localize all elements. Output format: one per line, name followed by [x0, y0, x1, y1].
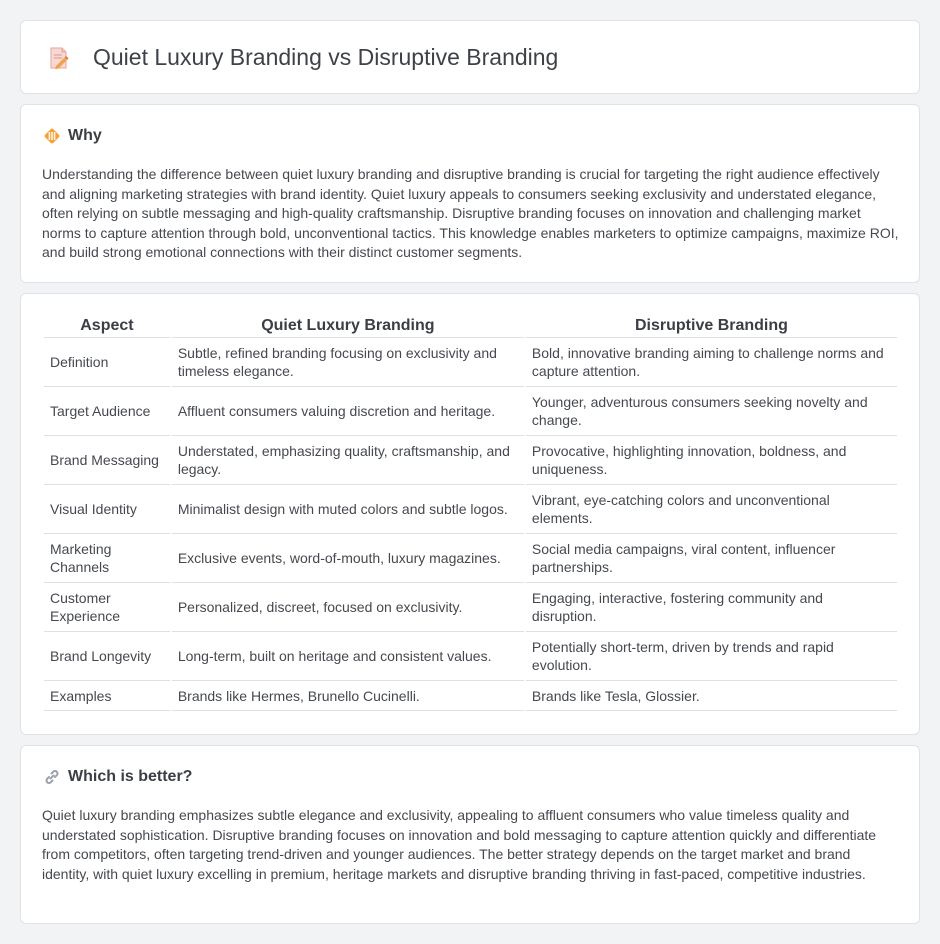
quiet-luxury-cell: Long-term, built on heritage and consistent values.	[172, 632, 524, 681]
disruptive-cell: Bold, innovative branding aiming to challenge norms and capture attention.	[526, 338, 897, 387]
header-quiet-luxury: Quiet Luxury Branding	[172, 316, 524, 338]
quiet-luxury-cell: Affluent consumers valuing discretion and heritage.	[172, 387, 524, 436]
link-icon	[43, 768, 61, 786]
table-row	[44, 338, 897, 387]
disruptive-cell: Younger, adventurous consumers seeking novelty and change.	[526, 387, 897, 436]
table-header-row	[44, 316, 897, 338]
header-card	[20, 20, 920, 94]
header-aspect: Aspect	[44, 316, 170, 338]
quiet-luxury-cell: Understated, emphasizing quality, craftsmanship, and legacy.	[172, 436, 524, 485]
why-heading: Why	[68, 127, 102, 144]
disruptive-cell: Brands like Tesla, Glossier.	[526, 681, 897, 711]
aspect-cell: Examples	[44, 681, 170, 711]
disruptive-cell: Provocative, highlighting innovation, boldness, and uniqueness.	[526, 436, 897, 485]
quiet-luxury-cell: Subtle, refined branding focusing on exclusivity and timeless elegance.	[172, 338, 524, 387]
comparison-section	[20, 293, 920, 735]
table-row	[44, 632, 897, 681]
which-is-better-section	[20, 745, 920, 924]
header-disruptive: Disruptive Branding	[526, 316, 897, 338]
disruptive-cell: Potentially short-term, driven by trends and rapid evolution.	[526, 632, 897, 681]
aspect-cell: Brand Longevity	[44, 632, 170, 681]
aspect-cell: Visual Identity	[44, 485, 170, 534]
quiet-luxury-cell: Exclusive events, word-of-mouth, luxury magazines.	[172, 534, 524, 583]
table-row	[44, 583, 897, 632]
better-heading: Which is better?	[68, 768, 193, 785]
table-row	[44, 534, 897, 583]
disruptive-cell: Engaging, interactive, fostering community and disruption.	[526, 583, 897, 632]
quiet-luxury-cell: Brands like Hermes, Brunello Cucinelli.	[172, 681, 524, 711]
page-title: Quiet Luxury Branding vs Disruptive Branding	[93, 44, 559, 70]
why-text: Understanding the difference between quiet luxury branding and disruptive branding is crucial for targeting the right audience effectively and aligning marketing strategies with brand identity. Quiet luxury appeals to consumers seeking exclusivity and understated elegance, often relying on subtle messaging and high-quality craftsmanship. Disruptive branding focuses on innovation and challenging market norms to capture attention through bold, unconventional tactics. This knowledge enables marketers to optimize campaigns, maximize ROI, and build strong emotional connections with their distinct customer segments.	[42, 166, 899, 261]
aspect-cell: Definition	[44, 338, 170, 387]
aspect-cell: Target Audience	[44, 387, 170, 436]
better-text: Quiet luxury branding emphasizes subtle elegance and exclusivity, appealing to affluent consumers who value timeless quality and understated sophistication. Disruptive branding focuses on innovation and bold messaging to capture attention quickly and differentiate from competitors, often targeting trend-driven and younger audiences. The better strategy depends on the target market and brand identity, with quiet luxury excelling in premium, heritage markets and disruptive branding thriving in fast-paced, competitive industries.	[42, 807, 877, 882]
table-row	[44, 485, 897, 534]
disruptive-cell: Social media campaigns, viral content, influencer partnerships.	[526, 534, 897, 583]
aspect-cell: Customer Experience	[44, 583, 170, 632]
comparison-table	[42, 316, 899, 711]
aspect-cell: Marketing Channels	[44, 534, 170, 583]
document-pencil-icon	[47, 46, 71, 70]
aspect-cell: Brand Messaging	[44, 436, 170, 485]
quiet-luxury-cell: Personalized, discreet, focused on exclusivity.	[172, 583, 524, 632]
table-row	[44, 681, 897, 711]
table-row	[44, 436, 897, 485]
disruptive-cell: Vibrant, eye-catching colors and unconventional elements.	[526, 485, 897, 534]
quiet-luxury-cell: Minimalist design with muted colors and subtle logos.	[172, 485, 524, 534]
why-section	[20, 104, 920, 283]
diamond-warning-icon	[43, 127, 61, 145]
table-row	[44, 387, 897, 436]
